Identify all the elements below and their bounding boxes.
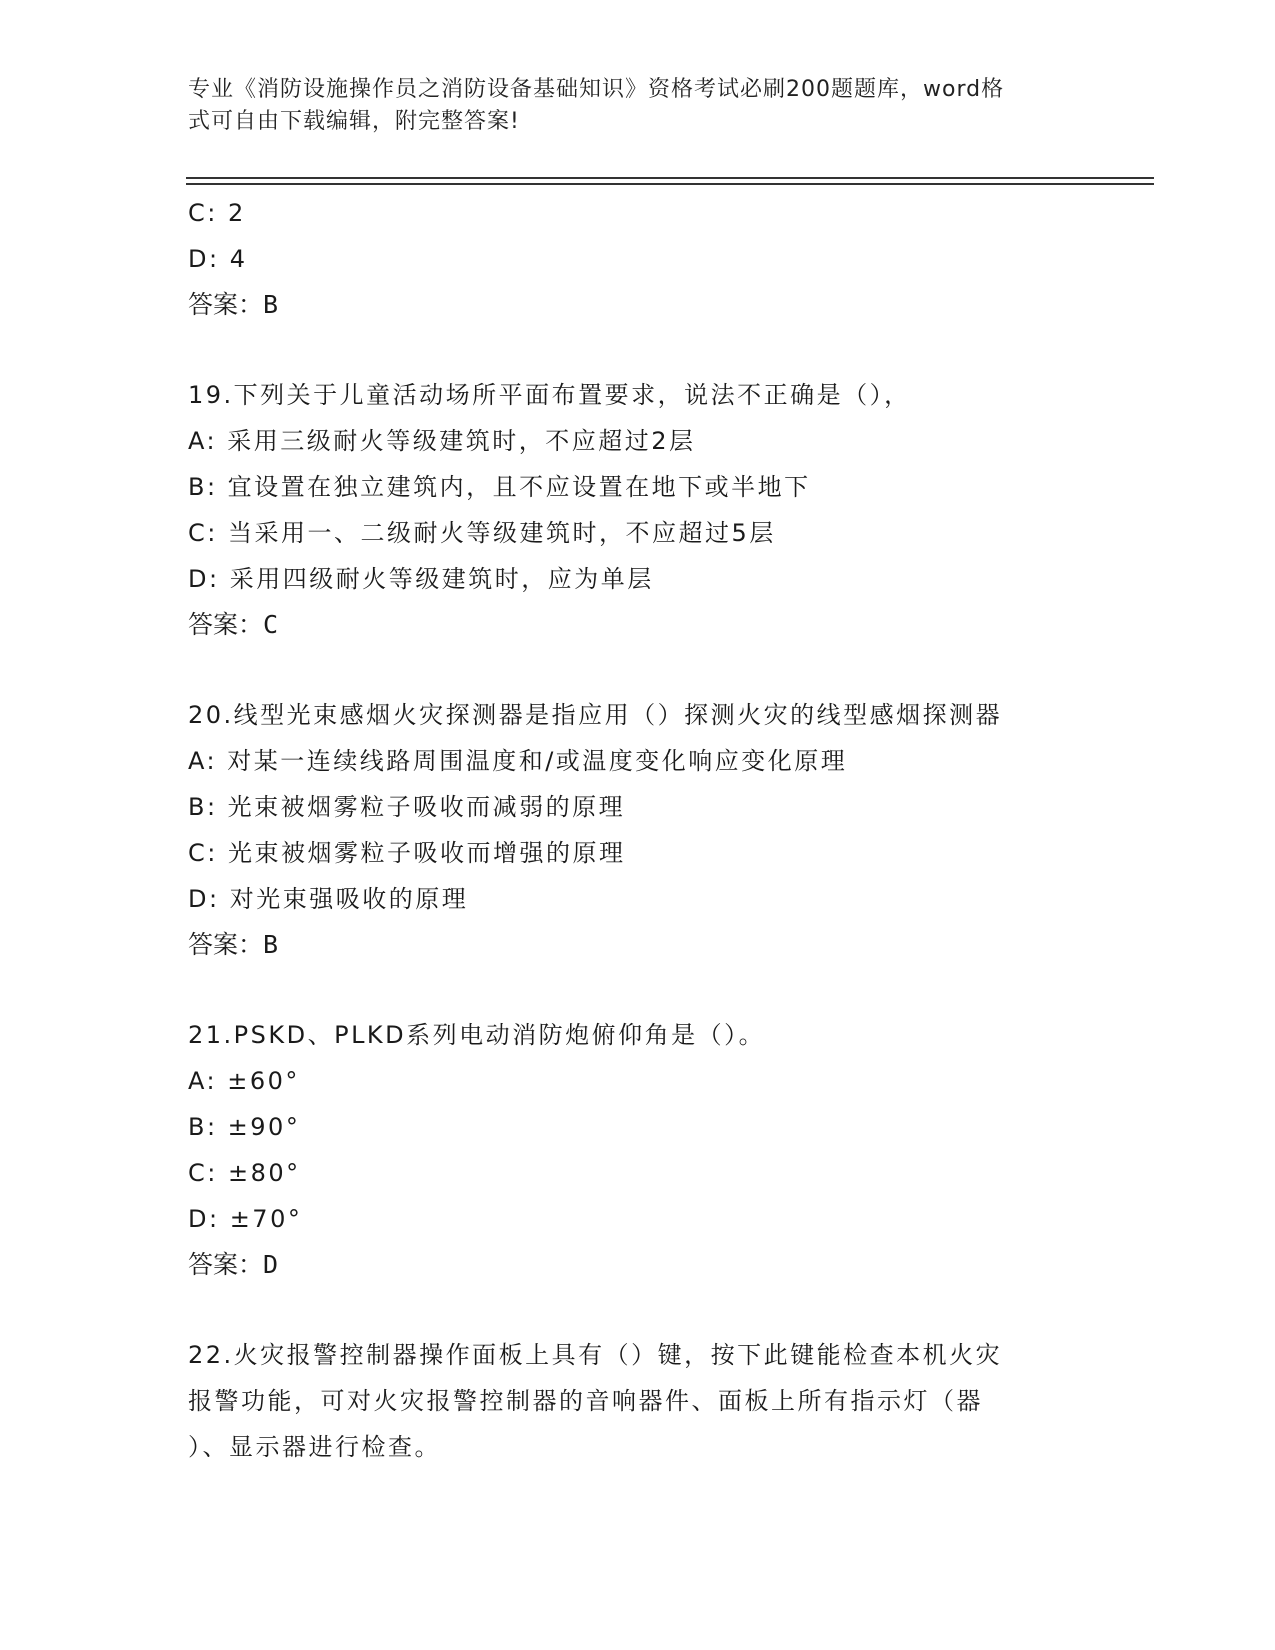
question-18-tail [188,190,1088,328]
header-divider-top [186,177,1154,179]
question-stem: 19.下列关于儿童活动场所平面布置要求，说法不正确是（）， [188,381,911,409]
question-21 [188,1012,1088,1288]
question-19 [188,372,1088,648]
option-d: D: 4 [188,245,248,273]
answer-line: 答案：B [188,290,279,319]
option-a: A: ±60° [188,1067,300,1095]
option-a: A: 采用三级耐火等级建筑时，不应超过2层 [188,427,696,455]
option-c: C: 光束被烟雾粒子吸收而增强的原理 [188,839,626,867]
answer-line: 答案：D [188,1250,279,1279]
question-20 [188,692,1088,968]
question-stem-line-2: 报警功能，可对火灾报警控制器的音响器件、面板上所有指示灯（器 [188,1387,983,1415]
option-c: C: ±80° [188,1159,301,1187]
option-b: B: 光束被烟雾粒子吸收而减弱的原理 [188,793,626,821]
question-stem-line-1: 22.火灾报警控制器操作面板上具有（）键，按下此键能检查本机火灾 [188,1341,1003,1369]
answer-line: 答案：B [188,930,279,959]
option-c: C: 当采用一、二级耐火等级建筑时，不应超过5层 [188,519,776,547]
question-stem: 21.PSKD、PLKD系列电动消防炮俯仰角是（）。 [188,1021,766,1049]
option-d: D: ±70° [188,1205,303,1233]
document-header [188,74,1068,138]
option-c: C: 2 [188,199,246,227]
question-stem-line-3: ）、显示器进行检查。 [188,1433,441,1461]
option-b: B: 宜设置在独立建筑内，且不应设置在地下或半地下 [188,473,811,501]
question-stem: 20.线型光束感烟火灾探测器是指应用（）探测火灾的线型感烟探测器 [188,701,1003,729]
option-b: B: ±90° [188,1113,301,1141]
header-line-1: 专业《消防设施操作员之消防设备基础知识》资格考试必刷200题题库，word格 [188,77,1005,102]
header-line-2: 式可自由下载编辑，附完整答案! [188,109,520,134]
option-a: A: 对某一连续线路周围温度和/或温度变化响应变化原理 [188,747,848,775]
question-list [188,190,1088,1470]
answer-line: 答案：C [188,610,279,639]
option-d: D: 采用四级耐火等级建筑时，应为单层 [188,565,654,593]
option-d: D: 对光束强吸收的原理 [188,885,469,913]
question-22 [188,1332,1088,1470]
header-divider-bottom [186,183,1154,185]
